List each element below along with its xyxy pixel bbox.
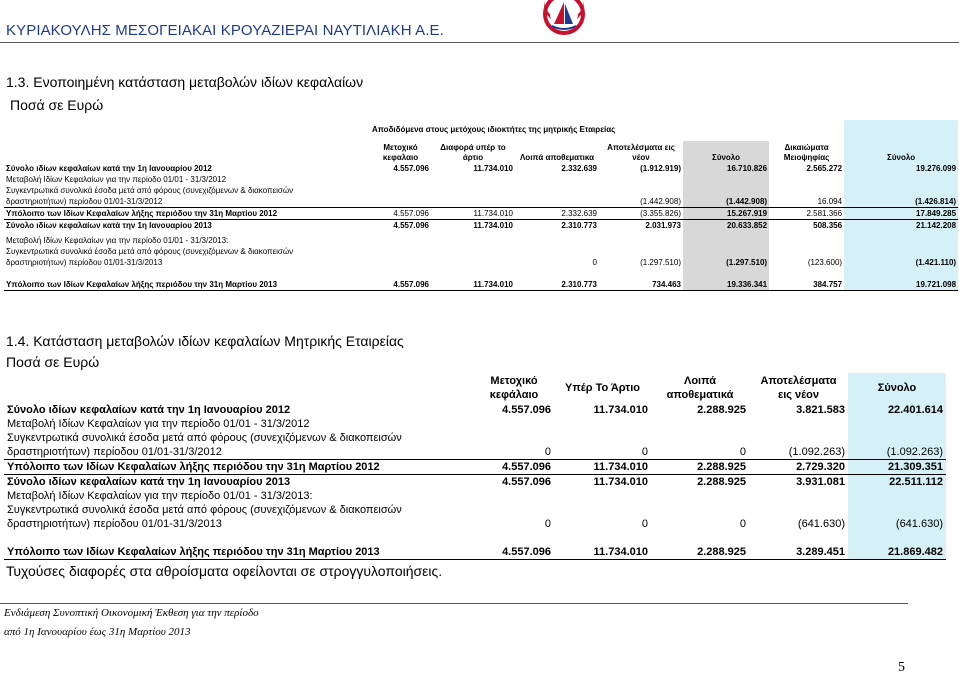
row-label: Σύνολο ιδίων κεφαλαίων κατά την 1η Ιανουαρίου 2012 (6, 164, 212, 173)
table-cell: 4.557.096 (474, 460, 554, 475)
table-cell: 19.276.099 (844, 163, 958, 174)
table-row-comprehensive-2012b (4, 196, 958, 208)
table-cell: 16.710.826 (683, 163, 769, 174)
table-row-closing-2012 (4, 460, 946, 475)
attributable-to-parent-header: Αποδιδόμενα στους μετόχους ιδιοκτήτες της μητρικής Εταιρείας (372, 125, 616, 134)
row-label: Σύνολο ιδίων κεφαλαίων κατά την 1η Ιανουαρίου 2013 (6, 221, 212, 230)
table-cell: 21.142.208 (844, 220, 958, 232)
row-label: Συγκεντρωτικά συνολικά έσοδα μετά από φόρους (συνεχιζόμενων & διακοπεισών (6, 186, 294, 195)
table-cell: 4.557.096 (502, 476, 551, 488)
row-label: Υπόλοιπο των Ιδίων Κεφαλαίων λήξης περιόδου την 31η Μαρτίου 2013 (4, 279, 370, 291)
table-row-closing-2013 (4, 545, 946, 560)
table-cell: (1.912.919) (640, 164, 681, 173)
table-row-closing-2012 (4, 208, 958, 220)
table-cell: (1.421.110) (844, 257, 958, 268)
table-cell: 22.401.614 (848, 403, 946, 417)
table-cell: 20.633.852 (683, 220, 769, 232)
parent-equity-changes-table (4, 373, 946, 560)
table-row-change-2013 (4, 231, 958, 246)
row-label: Σύνολο ιδίων κεφαλαίων κατά την 1η Ιανουαρίου 2013 (7, 476, 291, 488)
row-label: Μεταβολή Ιδίων Κεφαλαίων για την περίοδο 01/01 - 31/3/2012 (7, 418, 310, 430)
table-cell: 4.557.096 (370, 208, 431, 220)
rounding-note: Τυχούσες διαφορές στα αθροίσματα οφείλονται σε στρογγυλοποιήσεις. (6, 563, 443, 579)
table-cell: (123.600) (807, 258, 843, 267)
table-row-comprehensive-2012a (4, 185, 958, 196)
table-cell: 19.336.341 (683, 279, 769, 291)
table-cell: 21.309.351 (848, 460, 946, 475)
table-cell: 2.581.366 (769, 208, 844, 220)
table-cell: 2.729.320 (749, 460, 848, 475)
table-cell (370, 196, 431, 208)
row-label: Σύνολο ιδίων κεφαλαίων κατά την 1η Ιανουαρίου 2012 (7, 404, 291, 416)
row-label: Μεταβολή Ιδίων Κεφαλαίων για την περίοδο 01/01 - 31/3/2013: (7, 490, 313, 502)
table-cell: (1.426.814) (844, 196, 958, 208)
col-total: Σύνολο (848, 373, 946, 403)
col-share-premium: Διαφορά υπέρ το άρτιο (440, 143, 506, 162)
table-cell: 2.332.639 (515, 208, 599, 220)
col-retained-earnings: Αποτελέσματα εις νέον (760, 375, 837, 401)
table-cell: 0 (592, 258, 597, 267)
table-cell: 4.557.096 (474, 545, 554, 560)
col-minority-interests: Δικαιώματα Μειοψηφίας (783, 143, 830, 162)
table-cell: 3.289.451 (749, 545, 848, 560)
table-row-opening-2012 (4, 163, 958, 174)
table-cell: 11.734.010 (554, 460, 651, 475)
table-cell: 3.821.583 (796, 404, 845, 416)
table-cell: 22.511.112 (848, 475, 946, 490)
table-cell: 11.734.010 (593, 404, 648, 416)
table-cell: 15.267.919 (683, 208, 769, 220)
section-1-4-units: Ποσά σε Ευρώ (6, 354, 100, 370)
col-grand-total: Σύνολο (844, 141, 958, 163)
table-row-opening-2013 (4, 220, 958, 232)
table-cell: 16.094 (817, 197, 843, 206)
table-cell (431, 257, 515, 268)
table-cell: 2.031.973 (645, 221, 681, 230)
col-other-reserves: Λοιπά αποθεματικα (519, 153, 595, 162)
row-label: δραστηριοτήτων) περίοδου 01/01-31/3/2013 (6, 258, 163, 267)
row-label: Υπόλοιπο των Ιδίων Κεφαλαίων λήξης περιόδου την 31η Μαρτίου 2012 (4, 208, 370, 220)
table-cell: 4.557.096 (370, 279, 431, 291)
table-cell: (1.092.263) (788, 446, 845, 458)
table-row-comprehensive-2012a (4, 431, 946, 445)
col-retained-earnings: Αποτελέσματα εις νέον (607, 143, 675, 162)
table-cell: (1.092.263) (848, 445, 946, 460)
row-label: Συγκεντρωτικά συνολικά έσοδα μετά από φόρους (συνεχιζόμενων & διακοπεισών (6, 247, 294, 256)
table-cell: 384.757 (769, 279, 844, 291)
table-cell: 11.734.010 (554, 545, 651, 560)
table-cell (431, 196, 515, 208)
col-share-capital: Μετοχικό κεφαλαιο (382, 143, 419, 162)
table-row-comprehensive-2013a (4, 246, 958, 257)
table-row-opening-2013 (4, 475, 946, 490)
table-cell: 2.288.925 (697, 404, 746, 416)
table-cell: 734.463 (599, 279, 683, 291)
table-cell: (3.355.826) (599, 208, 683, 220)
col-other-reserves: Λοιπά αποθεματικά (666, 375, 734, 401)
table-cell: 2.565.272 (806, 164, 843, 173)
row-label: Υπόλοιπο των Ιδίων Κεφαλαίων λήξης περιόδου την 31η Μαρτίου 2013 (4, 545, 474, 560)
table-cell: 0 (739, 518, 746, 530)
table-cell: 11.734.010 (431, 208, 515, 220)
section-1-4-title: 1.4. Κατάσταση μεταβολών ιδίων κεφαλαίων Μητρικής Εταιρείας (6, 333, 404, 349)
col-share-capital: Μετοχικό κεφάλαιο (489, 375, 539, 401)
table-row-change-2012 (4, 174, 958, 185)
table-cell: (1.442.908) (640, 197, 681, 206)
table-row-closing-2013 (4, 279, 958, 291)
table-cell: 4.557.096 (393, 164, 429, 173)
table-cell: 11.734.010 (473, 164, 513, 173)
table-cell: (1.297.510) (683, 257, 769, 268)
table-row-comprehensive-2012b (4, 445, 946, 460)
row-label: δραστηριοτήτων) περίοδου 01/01-31/3/2013 (7, 518, 222, 530)
table-cell: 21.869.482 (848, 545, 946, 560)
table-cell: 11.734.010 (473, 221, 513, 230)
table-cell: 19.721.098 (844, 279, 958, 291)
table-cell: 508.356 (813, 221, 843, 230)
table-cell: 0 (739, 446, 746, 458)
table-row-comprehensive-2013a (4, 503, 946, 517)
table-header-row (4, 373, 946, 403)
table-row-change-2012 (4, 417, 946, 431)
table-cell: 0 (641, 446, 648, 458)
page-number: 5 (898, 660, 905, 675)
table-cell: 0 (544, 518, 551, 530)
footer-rule (0, 603, 908, 604)
table-cell: 3.931.081 (796, 476, 845, 488)
table-cell: 17.849.285 (844, 208, 958, 220)
header-rule (0, 42, 959, 43)
table-cell: 2.310.773 (561, 221, 597, 230)
footer-report-line1: Ενδιάμεση Συνοπτική Οικονομική Έκθεση για την περίοδο (4, 607, 259, 619)
table-group-header-row (4, 120, 958, 141)
table-cell: 4.557.096 (502, 404, 551, 416)
table-cell: 11.734.010 (431, 279, 515, 291)
table-row-comprehensive-2013b (4, 257, 958, 268)
table-cell: (1.297.510) (640, 258, 681, 267)
footer-report-line2: από 1η Ιανουαρίου έως 31η Μαρτίου 2013 (4, 626, 191, 638)
row-label: Υπόλοιπο των Ιδίων Κεφαλαίων λήξης περιόδου την 31η Μαρτίου 2012 (4, 460, 474, 475)
table-cell: 2.288.925 (651, 460, 749, 475)
table-row-spacer (4, 268, 958, 279)
table-cell: 2.288.925 (697, 476, 746, 488)
table-cell: 4.557.096 (393, 221, 429, 230)
table-row-comprehensive-2013b (4, 517, 946, 531)
col-total: Σύνολο (683, 141, 769, 163)
row-label: Συγκεντρωτικά συνολικά έσοδα μετά από φόρους (συνεχιζόμενων & διακοπεισών (7, 432, 402, 444)
row-label: δραστηριοτήτων) περίοδου 01/01-31/3/2012 (7, 446, 222, 458)
section-1-3-title: 1.3. Ενοποιημένη κατάσταση μεταβολών ιδίων κεφαλαίων (6, 74, 364, 90)
table-cell: 2.332.639 (561, 164, 597, 173)
row-label: Συγκεντρωτικά συνολικά έσοδα μετά από φόρους (συνεχιζόμενων & διακοπεισών (7, 504, 402, 516)
table-cell: 0 (641, 518, 648, 530)
table-cell: (641.630) (797, 518, 845, 530)
table-cell: 0 (544, 446, 551, 458)
table-header-row (4, 141, 958, 163)
table-row-spacer (4, 531, 946, 545)
section-1-3-units: Ποσά σε Ευρώ (10, 97, 104, 113)
col-share-premium: Υπέρ Το Άρτιο (565, 382, 640, 394)
consolidated-equity-changes-table (4, 120, 958, 291)
row-label: Μεταβολή Ιδίων Κεφαλαίων για την περίοδο 01/01 - 31/3/2013: (6, 236, 229, 245)
table-cell (515, 196, 599, 208)
table-cell (370, 257, 431, 268)
company-header-title: ΚΥΡΙΑΚΟΥΛΗΣ ΜΕΣΟΓΕΙΑΚΑΙ ΚΡΟΥΑΖΙΕΡΑΙ ΝΑΥΤΙΛΙΑΚΗ Α.Ε. (6, 22, 444, 39)
table-cell: 2.288.925 (651, 545, 749, 560)
company-logo-emblem (540, 0, 588, 40)
row-label: δραστηριοτήτων) περίοδου 01/01-31/3/2012 (6, 197, 163, 206)
table-cell: 2.310.773 (515, 279, 599, 291)
row-label: Μεταβολή Ιδίων Κεφαλαίων για την περίοδο 01/01 - 31/3/2012 (6, 175, 227, 184)
table-row-change-2013 (4, 489, 946, 503)
table-cell: (641.630) (848, 517, 946, 531)
table-cell: 11.734.010 (593, 476, 648, 488)
table-row-opening-2012 (4, 403, 946, 417)
table-cell: (1.442.908) (683, 196, 769, 208)
